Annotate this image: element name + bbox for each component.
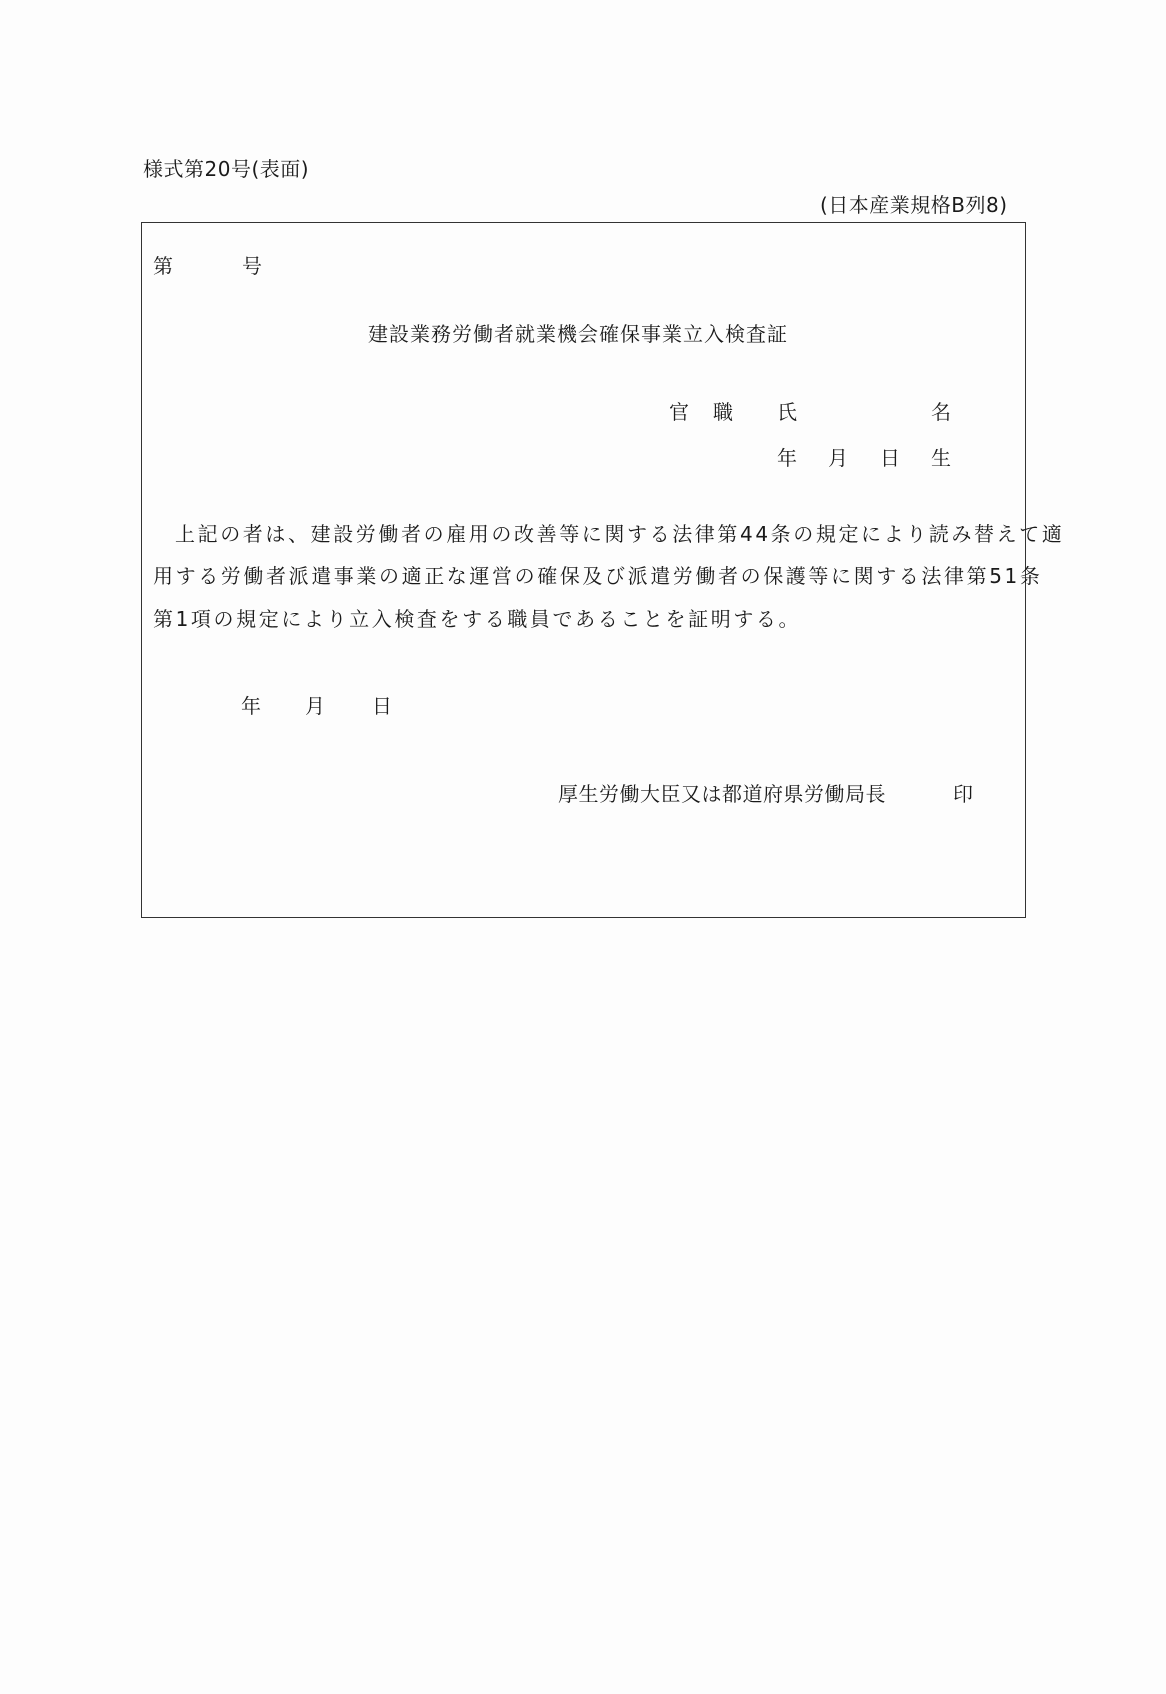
paper-size-note: (日本産業規格B列8) [820,193,1008,217]
certification-text-line-2: 用する労働者派遣事業の適正な運営の確保及び派遣労働者の保護等に関する法律第51条 [153,564,1043,588]
certificate-number-prefix: 第 [153,254,174,278]
certificate-number-suffix: 号 [242,254,263,278]
certificate-title: 建設業務労働者就業機会確保事業立入検査証 [368,322,788,346]
form-number-label: 様式第20号(表面) [143,157,310,181]
certification-text-line-3: 第1項の規定により立入検査をする職員であることを証明する。 [153,607,802,631]
issue-year-label: 年 [241,694,262,718]
birth-month-label: 月 [828,446,849,470]
issue-month-label: 月 [305,694,326,718]
birth-year-label: 年 [777,446,798,470]
official-position-char-2: 職 [713,400,734,424]
birth-suffix-label: 生 [931,446,952,470]
official-position-char-1: 官 [669,400,690,424]
seal-label: 印 [953,782,974,806]
name-label-char-2: 名 [931,400,952,424]
issuer-title: 厚生労働大臣又は都道府県労働局長 [558,782,886,806]
issue-day-label: 日 [372,694,393,718]
certification-text-line-1: 上記の者は、建設労働者の雇用の改善等に関する法律第44条の規定により読み替えて適 [175,522,1065,546]
name-label-char-1: 氏 [777,400,798,424]
birth-day-label: 日 [880,446,901,470]
